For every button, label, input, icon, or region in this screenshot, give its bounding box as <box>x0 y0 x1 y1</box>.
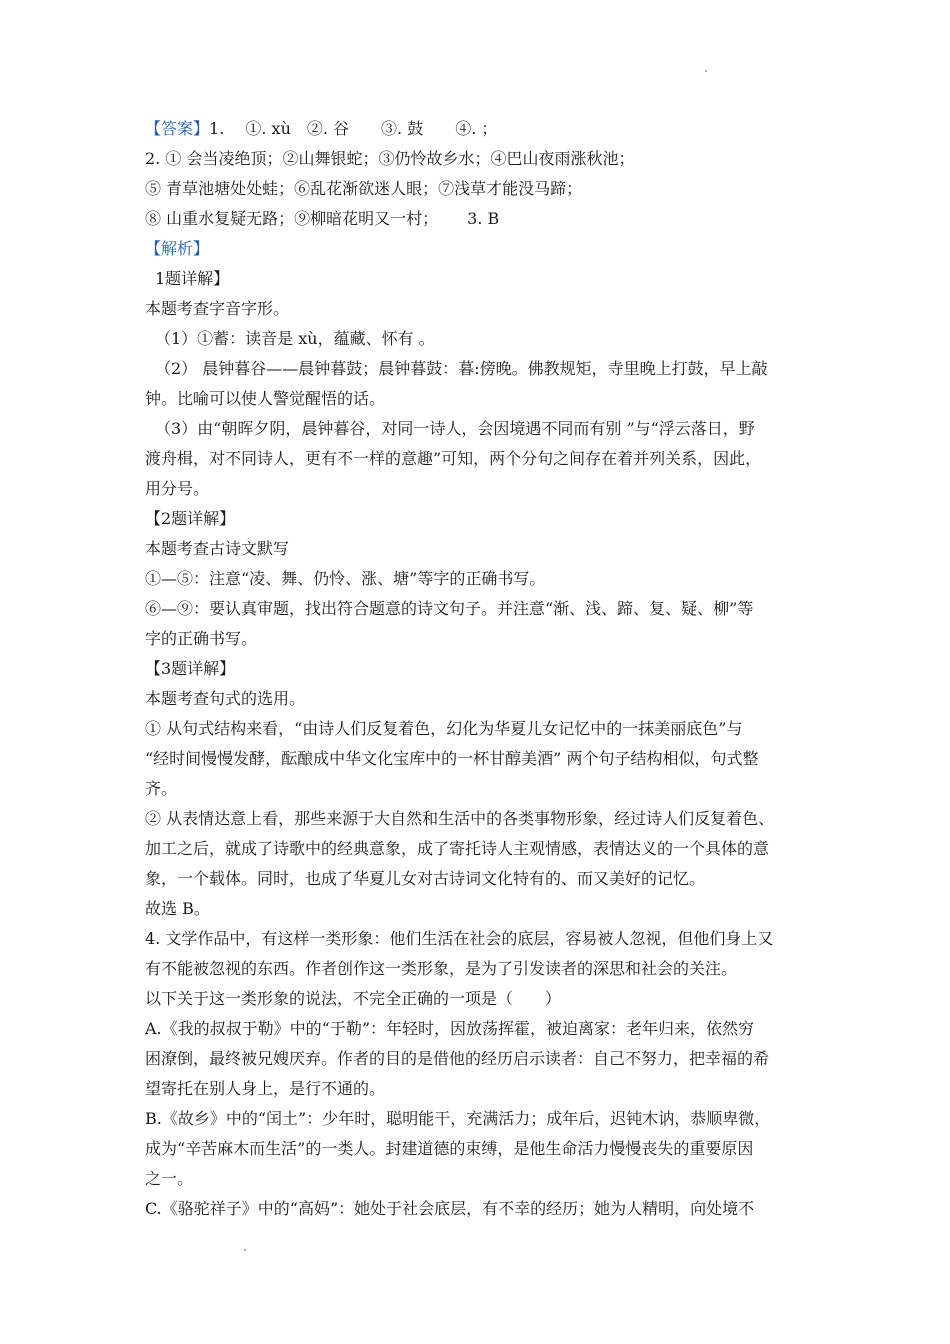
text-line <box>145 924 813 954</box>
text-line <box>145 954 813 984</box>
line-text: 象，一个载体。同时，也成了华夏儿女对古诗词文化特有的、而又美好的记忆。 <box>145 869 706 888</box>
text-line <box>145 834 813 864</box>
line-text: 本题考查古诗文默写 <box>145 539 290 558</box>
line-text: （3）由“朝晖夕阴，晨钟暮谷，对同一诗人，会因境遇不同而有别 ”与“浮云落日，野 <box>155 419 755 438</box>
line-text: 4. 文学作品中，有这样一类形象：他们生活在社会的底层，容易被人忽视，但他们身上又 <box>145 929 774 948</box>
text-line <box>145 594 813 624</box>
line-text: ⑤ 青草池塘处处蛙；⑥乱花渐欲迷人眼；⑦浅草才能没马蹄； <box>145 179 583 198</box>
text-line <box>145 204 813 234</box>
text-line <box>145 534 813 564</box>
text-line <box>145 1164 813 1194</box>
line-text: 本题考查句式的选用。 <box>145 689 306 708</box>
line-text: 1题详解】 <box>155 269 230 288</box>
text-line <box>145 984 813 1014</box>
text-line <box>145 414 813 444</box>
text-line <box>145 744 813 774</box>
line-text: 望寄托在别人身上，是行不通的。 <box>145 1079 386 1098</box>
text-line <box>145 1104 813 1134</box>
text-line <box>145 294 813 324</box>
text-line <box>145 1194 813 1224</box>
text-line <box>145 504 813 534</box>
text-line <box>145 264 813 294</box>
line-text: 加工之后，就成了诗歌中的经典意象，成了寄托诗人主观情感，表情达义的一个具体的意 <box>145 839 770 858</box>
text-line <box>145 1134 813 1164</box>
line-text: （1）①蓄：读音是 xù，蕴藏、怀有 。 <box>155 329 435 348</box>
line-text: 困潦倒，最终被兄嫂厌弃。作者的目的是借他的经历启示读者：自己不努力，把幸福的希 <box>145 1049 770 1068</box>
document-body <box>145 114 813 1224</box>
text-line <box>145 564 813 594</box>
line-text: （2） 晨钟暮谷——晨钟暮鼓；晨钟暮鼓：暮:傍晚。佛教规矩，寺里晚上打鼓，早上敲 <box>155 359 768 378</box>
text-line <box>145 354 813 384</box>
section-tag: 【解析】 <box>145 239 210 258</box>
text-line <box>145 444 813 474</box>
text-line <box>145 624 813 654</box>
text-line <box>145 804 813 834</box>
line-text: 【3题详解】 <box>145 659 236 678</box>
line-text: 1. ①. xù ②. 谷 ③. 鼓 ④. ； <box>209 119 498 138</box>
text-line <box>145 324 813 354</box>
line-text: 用分号。 <box>145 479 210 498</box>
line-text: B.《故乡》中的“闰土”：少年时，聪明能干，充满活力；成年后，迟钝木讷，恭顺卑微， <box>145 1109 771 1128</box>
text-line <box>145 864 813 894</box>
text-line <box>145 714 813 744</box>
text-line <box>145 114 813 144</box>
text-line <box>145 384 813 414</box>
text-line <box>145 894 813 924</box>
text-line <box>145 774 813 804</box>
line-text: ⑥—⑨：要认真审题，找出符合题意的诗文句子。并注意“渐、浅、蹄、复、疑、柳”等 <box>145 599 754 618</box>
text-line <box>145 654 813 684</box>
line-text: 本题考查字音字形。 <box>145 299 290 318</box>
line-text: 渡舟楫，对不同诗人，更有不一样的意趣”可知，两个分句之间存在着并列关系，因此， <box>145 449 762 468</box>
line-text: 成为“辛苦麻木而生活”的一类人。封建道德的束缚，是他生命活力慢慢丧失的重要原因 <box>145 1139 754 1158</box>
line-text: ② 从表情达意上看，那些来源于大自然和生活中的各类事物形象，经过诗人们反复着色、 <box>145 809 775 828</box>
text-line <box>145 474 813 504</box>
scan-speck <box>244 1249 246 1251</box>
text-line <box>145 234 813 264</box>
text-line <box>145 684 813 714</box>
text-line <box>145 1014 813 1044</box>
line-text: ① 从句式结构来看，“由诗人们反复着色，幻化为华夏儿女记忆中的一抹美丽底色”与 <box>145 719 743 738</box>
line-text: A.《我的叔叔于勒》中的“于勒”：年轻时，因放荡挥霍，被迫离家：老年归来，依然穷 <box>145 1019 755 1038</box>
line-text: ①—⑤：注意“凌、舞、仍怜、涨、塘”等字的正确书写。 <box>145 569 546 588</box>
text-line <box>145 174 813 204</box>
line-text: 【2题详解】 <box>145 509 236 528</box>
line-text: 以下关于这一类形象的说法，不完全正确的一项是（ ） <box>145 989 562 1008</box>
line-text: 有不能被忽视的东西。作者创作这一类形象，是为了引发读者的深思和社会的关注。 <box>145 959 738 978</box>
text-line <box>145 1044 813 1074</box>
text-line <box>145 144 813 174</box>
text-line <box>145 1074 813 1104</box>
line-text: ⑧ 山重水复疑无路；⑨柳暗花明又一村； 3. B <box>145 209 500 228</box>
scan-speck <box>705 70 707 72</box>
line-text: 钟。比喻可以使人警觉醒悟的话。 <box>145 389 386 408</box>
line-text: 齐。 <box>145 779 178 798</box>
line-text: “经时间慢慢发酵，酝酿成中华文化宝库中的一杯甘醇美酒” 两个句子结构相似，句式整 <box>145 749 759 768</box>
line-text: 故选 B。 <box>145 899 210 918</box>
section-tag: 【答案】 <box>145 119 210 138</box>
line-text: 字的正确书写。 <box>145 629 258 648</box>
line-text: C.《骆驼祥子》中的“高妈”：她处于社会底层，有不幸的经历；她为人精明，向处境不 <box>145 1199 755 1218</box>
line-text: 2. ① 会当凌绝顶；②山舞银蛇；③仍怜故乡水；④巴山夜雨涨秋池； <box>145 149 635 168</box>
line-text: 之一。 <box>145 1169 194 1188</box>
